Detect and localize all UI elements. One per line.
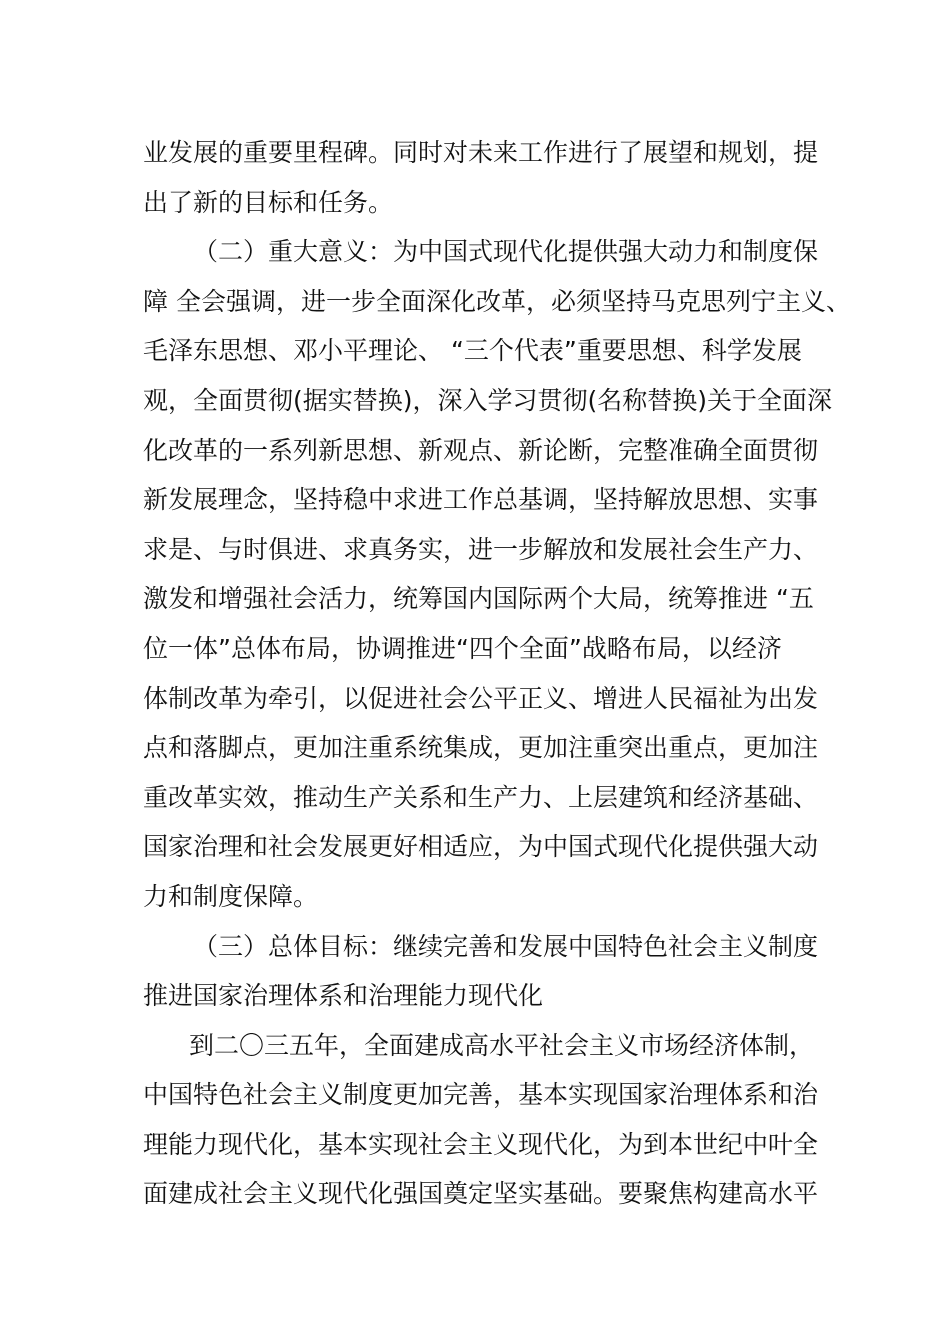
- text-line: 障 全会强调，进一步全面深化改革，必须坚持马克思列宁主义、: [143, 286, 851, 316]
- text-line: 体制改革为牵引，以促进社会公平正义、增进人民福祉为出发: [143, 683, 819, 713]
- text-line: 观，全面贯彻(据实替换)，深入学习贯彻(名称替换)关于全面深: [143, 385, 833, 415]
- text-line: 业发展的重要里程碑。同时对未来工作进行了展望和规划，提: [143, 138, 819, 167]
- text-line: 出了新的目标和任务。: [143, 187, 394, 217]
- text-line: 毛泽东思想、邓小平理论、 “三个代表”重要思想、科学发展: [143, 336, 802, 366]
- text-line: 点和落脚点，更加注重系统集成，更加注重突出重点，更加注: [143, 733, 819, 763]
- text-line: 国家治理和社会发展更好相适应，为中国式现代化提供强大动: [143, 832, 819, 862]
- text-line: 化改革的一系列新思想、新观点、新论断，完整准确全面贯彻: [143, 435, 819, 465]
- text-line: 面建成社会主义现代化强国奠定坚实基础。要聚焦构建高水平: [143, 1179, 819, 1209]
- text-line: 力和制度保障。: [143, 881, 319, 911]
- text-line: 重改革实效，推动生产关系和生产力、上层建筑和经济基础、: [143, 782, 819, 812]
- section-heading-3: （三）总体目标：继续完善和发展中国特色社会主义制度: [193, 931, 819, 961]
- paragraph-start: 到二〇三五年，全面建成高水平社会主义市场经济体制，: [189, 1030, 815, 1060]
- text-line: 位一体”总体布局，协调推进“四个全面”战略布局，以经济: [143, 633, 782, 663]
- text-line: 中国特色社会主义制度更加完善，基本实现国家治理体系和治: [143, 1080, 819, 1110]
- text-line: 推进国家治理体系和治理能力现代化: [143, 981, 544, 1011]
- section-heading-2: （二）重大意义：为中国式现代化提供强大动力和制度保: [193, 237, 819, 267]
- text-line: 求是、与时俱进、求真务实，进一步解放和发展社会生产力、: [143, 534, 819, 564]
- text-line: 理能力现代化，基本实现社会主义现代化，为到本世纪中叶全: [143, 1129, 819, 1159]
- text-line: 激发和增强社会活力，统筹国内国际两个大局，统筹推进 “五: [143, 584, 814, 614]
- document-body: [143, 128, 851, 1219]
- text-line: 新发展理念，坚持稳中求进工作总基调，坚持解放思想、实事: [143, 485, 819, 515]
